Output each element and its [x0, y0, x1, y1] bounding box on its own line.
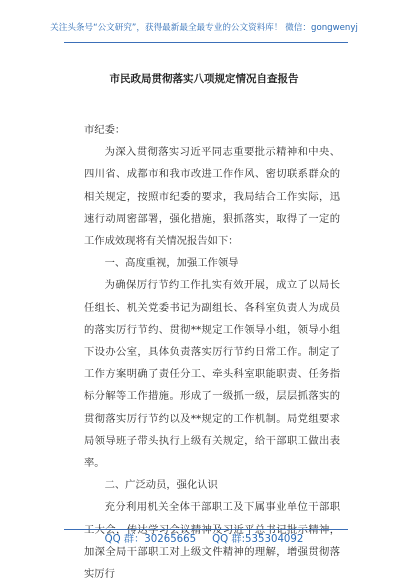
- document-title: 市民政局贯彻落实八项规定情况自查报告: [109, 73, 299, 85]
- footer-contact: [0, 533, 408, 547]
- paragraph-section-1: 为确保厉行节约工作扎实有效开展，成立了以局长任组长、机关党委书记为副组长、各科室负责人为成员的落实厉行节约、贯彻**规定工作领导小组，领导小组下设办公室，具体负责落实厉行节约日常工作。制定了工作方案明确了责任分工、牵头科室职能职责、任务指标分解等工作措施。形成了一级抓一级，层层抓落实的贯彻落实厉行节约以及**规定的工作机制。局党组要求局领导班子带头执行上级有关规定，给干部职工做出表率。: [84, 279, 340, 470]
- salutation: 市纪委：: [84, 124, 126, 136]
- footer-divider: [64, 529, 348, 530]
- header-divider: [64, 42, 348, 43]
- document-body: [84, 119, 340, 585]
- footer-qq-group-1: QQ 群：30265665: [104, 534, 197, 545]
- section-heading-2: 二、广泛动员，强化认识: [104, 479, 218, 492]
- paragraph-section-2: 充分利用机关全体干部职工及下属事业单位干部职工大会，传达学习会议精神及习近平总书记批示精神，加深全局干部职工对上级文件精神的理解，增强贯彻落实厉行: [84, 501, 340, 581]
- paragraph-intro: 为深入贯彻落实习近平同志重要批示精神和中央、四川省、成都市和我市改进工作作风、密切联系群众的相关规定，按照市纪委的要求，我局结合工作实际，迅速行动周密部署，强化措施，狠抓落实，取得了一定的工作成效现将有关情况报告如下：: [84, 146, 340, 248]
- section-heading-1: 一、高度重视，加强工作领导: [104, 257, 239, 270]
- header-promo-text: 关注头条号“公文研究”，获得最新最全最专业的公文资料库！ 微信：gongwenyj: [50, 23, 358, 33]
- footer-qq-group-2: QQ 群:535304092: [212, 534, 304, 545]
